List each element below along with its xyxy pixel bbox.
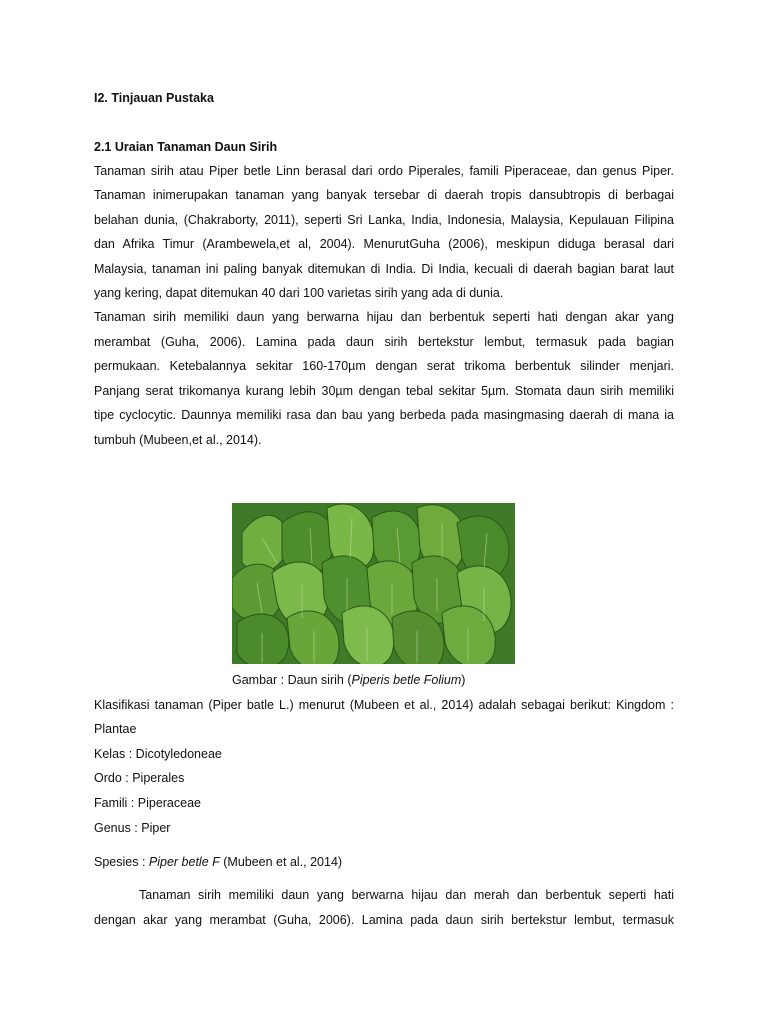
classification-intro: Klasifikasi tanaman (Piper batle L.) menurut (Mubeen et al., 2014) adalah sebagai berikut: Kingdom : [94,698,674,712]
paragraph-line: Malaysia, tanaman ini paling banyak ditemukan di India. Di India, kecuali di daerah bagian barat laut [94,262,674,276]
caption-prefix: Gambar : Daun sirih ( [232,673,352,687]
paragraph-line: Tanaman inimerupakan tanaman yang banyak tersebar di daerah tropis dansubtropis di berbagai [94,188,674,202]
subsection-heading: 2.1 Uraian Tanaman Daun Sirih [94,140,278,154]
caption-italic: Piperis betle Folium [351,673,462,687]
paragraph-line: Tanaman sirih memiliki daun yang berwarna hijau dan merah dan berbentuk seperti hati [139,888,674,902]
caption-suffix: ) [461,673,466,687]
classification-kingdom: Plantae [94,722,137,736]
spesies-italic: Piper betle F [148,855,220,869]
paragraph-line: tipe cyclocytic. Daunnya memiliki rasa dan bau yang berbeda pada masingmasing daerah di mana ia [94,408,674,422]
paragraph-line: Tanaman sirih atau Piper betle Linn berasal dari ordo Piperales, famili Piperaceae, dan genus Piper. [94,164,674,178]
paragraph-line: yang kering, dapat ditemukan 40 dari 100 varietas sirih yang ada di dunia. [94,286,504,300]
classification-genus: Genus : Piper [94,821,171,835]
classification-spesies [94,854,342,870]
section-heading: I2. Tinjauan Pustaka [94,91,214,105]
spesies-suffix: (Mubeen et al., 2014) [219,855,343,869]
paragraph-line: dengan akar yang merambat (Guha, 2006). Lamina pada daun sirih bertekstur lembut, termasuk [94,913,674,927]
paragraph-line: belahan dunia, (Chakraborty, 2011), seperti Sri Lanka, India, Indonesia, Malaysia, Kepulauan Filipina [94,213,674,227]
figure-caption [232,672,465,688]
classification-kelas: Kelas : Dicotyledoneae [94,747,222,761]
classification-famili: Famili : Piperaceae [94,796,201,810]
paragraph-line: merambat (Guha, 2006). Lamina pada daun sirih bertekstur lembut, termasuk pada bagian [94,335,674,349]
paragraph-line: permukaan. Ketebalannya sekitar 160-170µm dengan serat trikoma berbentuk silinder menjari. [94,359,674,373]
paragraph-line: dan Afrika Timur (Arambewela,et al, 2004). MenurutGuha (2006), meskipun diduga berasal dari [94,237,674,251]
paragraph-line: tumbuh (Mubeen,et al., 2014). [94,433,262,447]
spesies-prefix: Spesies : [94,855,149,869]
paragraph-line: Panjang serat trikomanya kurang lebih 30µm dengan tebal sekitar 5µm. Stomata daun sirih memiliki [94,384,674,398]
betel-leaf-photo [232,503,515,664]
paragraph-line: Tanaman sirih memiliki daun yang berwarna hijau dan berbentuk seperti hati dengan akar yang [94,310,674,324]
classification-ordo: Ordo : Piperales [94,771,185,785]
leaf-illustration [232,503,515,664]
